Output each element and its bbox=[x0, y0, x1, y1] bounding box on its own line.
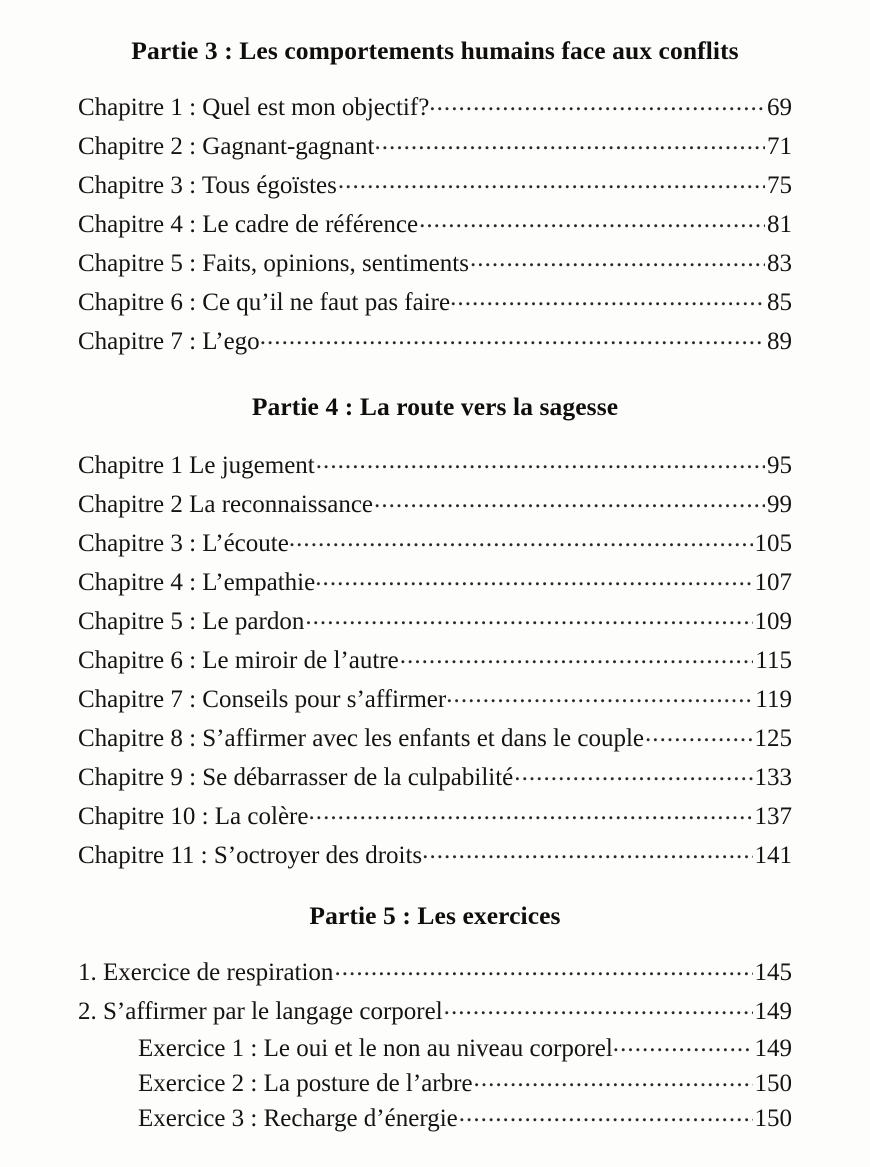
toc-entry-page: 150 bbox=[754, 1070, 792, 1097]
toc-entry[interactable] bbox=[78, 283, 792, 322]
toc-entry-page: 119 bbox=[755, 686, 792, 713]
toc-entry-page: 150 bbox=[754, 1105, 792, 1132]
toc-entry-title: Chapitre 3 : Tous égoïstes bbox=[78, 172, 337, 199]
toc-entry-sub[interactable] bbox=[78, 1066, 792, 1101]
toc-entry[interactable] bbox=[78, 563, 792, 602]
toc-entry-title: Chapitre 10 : La colère bbox=[78, 803, 309, 830]
toc-entry-title: Chapitre 6 : Le miroir de l’autre bbox=[78, 647, 399, 674]
toc-entry[interactable] bbox=[78, 836, 792, 875]
dot-leader bbox=[446, 682, 753, 707]
toc-entry-page: 83 bbox=[767, 250, 792, 277]
toc-entry-page: 115 bbox=[755, 647, 792, 674]
dot-leader bbox=[308, 799, 752, 824]
toc-entry-page: 133 bbox=[754, 764, 792, 791]
toc-entry-title: Chapitre 7 : L’ego bbox=[78, 328, 260, 355]
part-heading-3: Partie 3 : Les comportements humains face aux conflits bbox=[131, 36, 739, 65]
toc-entry-title: 1. Exercice de respiration bbox=[78, 959, 334, 986]
toc-entry[interactable] bbox=[78, 680, 792, 719]
toc-entry-page: 125 bbox=[754, 725, 792, 752]
table-of-contents-page bbox=[0, 36, 870, 1167]
toc-entry-page: 145 bbox=[754, 959, 792, 986]
toc-entry-title: Exercice 2 : La posture de l’arbre bbox=[138, 1070, 473, 1097]
toc-entry[interactable] bbox=[78, 205, 792, 244]
toc-entry-title: Chapitre 1 : Quel est mon objectif? bbox=[78, 94, 430, 121]
toc-entry-title: Chapitre 6 : Ce qu’il ne faut pas faire bbox=[78, 289, 451, 316]
toc-entry-page: 141 bbox=[754, 842, 792, 869]
dot-leader bbox=[419, 207, 765, 232]
toc-entry-title: Chapitre 9 : Se débarrasser de la culpabilité bbox=[78, 764, 514, 791]
toc-entry[interactable] bbox=[78, 641, 792, 680]
toc-entry-title: Exercice 3 : Recharge d’énergie bbox=[138, 1105, 458, 1132]
toc-entry-title: Chapitre 5 : Le pardon bbox=[78, 608, 305, 635]
toc-entry[interactable] bbox=[78, 797, 792, 836]
toc-entry-page: 95 bbox=[767, 452, 792, 479]
toc-entry-title: Chapitre 1 Le jugement bbox=[78, 452, 315, 479]
toc-entry-title: Chapitre 2 : Gagnant-gagnant bbox=[78, 133, 375, 160]
toc-entry-title: Chapitre 4 : L’empathie bbox=[78, 569, 316, 596]
dot-leader bbox=[315, 565, 752, 590]
toc-entry-title: Exercice 1 : Le oui et le non au niveau corporel bbox=[138, 1035, 613, 1062]
dot-leader bbox=[374, 129, 765, 154]
toc-entry-title: Chapitre 3 : L’écoute bbox=[78, 530, 289, 557]
toc-entry-page: 81 bbox=[767, 211, 792, 238]
dot-leader bbox=[444, 994, 753, 1019]
dot-leader bbox=[459, 1101, 753, 1126]
toc-entry[interactable] bbox=[78, 719, 792, 758]
toc-entry-title: Chapitre 8 : S’affirmer avec les enfants et dans le couple bbox=[78, 725, 644, 752]
dot-leader bbox=[514, 760, 752, 785]
dot-leader bbox=[613, 1031, 753, 1056]
dot-leader bbox=[474, 1066, 753, 1091]
dot-leader bbox=[338, 168, 765, 193]
part-heading-4: Partie 4 : La route vers la sagesse bbox=[251, 392, 619, 421]
toc-entry-page: 149 bbox=[754, 1035, 792, 1062]
dot-leader bbox=[374, 487, 765, 512]
dot-leader bbox=[400, 643, 754, 668]
toc-entry-page: 149 bbox=[754, 998, 792, 1025]
toc-entry-page: 105 bbox=[754, 530, 792, 557]
toc-entry-title: Chapitre 11 : S’octroyer des droits bbox=[78, 842, 423, 869]
toc-entry[interactable] bbox=[78, 953, 792, 992]
toc-entry-page: 75 bbox=[767, 172, 792, 199]
dot-leader bbox=[305, 604, 752, 629]
dot-leader bbox=[316, 448, 765, 473]
toc-entry-page: 85 bbox=[767, 289, 792, 316]
toc-group-part-5 bbox=[78, 953, 792, 1136]
toc-entry[interactable] bbox=[78, 166, 792, 205]
toc-entry[interactable] bbox=[78, 758, 792, 797]
toc-entry[interactable] bbox=[78, 524, 792, 563]
toc-entry[interactable] bbox=[78, 88, 792, 127]
toc-entry[interactable] bbox=[78, 602, 792, 641]
dot-leader bbox=[429, 90, 765, 115]
toc-entry[interactable] bbox=[78, 446, 792, 485]
toc-entry-page: 99 bbox=[767, 491, 792, 518]
toc-entry[interactable] bbox=[78, 992, 792, 1031]
toc-entry-page: 89 bbox=[767, 328, 792, 355]
dot-leader bbox=[289, 526, 753, 551]
toc-entry[interactable] bbox=[78, 127, 792, 166]
toc-entry-title: 2. S’affirmer par le langage corporel bbox=[78, 998, 443, 1025]
part-heading-5: Partie 5 : Les exercices bbox=[309, 901, 561, 930]
toc-entry-page: 107 bbox=[754, 569, 792, 596]
toc-group-part-3 bbox=[78, 88, 792, 361]
toc-entry-title: Chapitre 4 : Le cadre de référence bbox=[78, 211, 419, 238]
toc-entry-title: Chapitre 7 : Conseils pour s’affirmer bbox=[78, 686, 447, 713]
toc-entry-title: Chapitre 5 : Faits, opinions, sentiments bbox=[78, 250, 469, 277]
dot-leader bbox=[334, 955, 752, 980]
dot-leader bbox=[422, 838, 752, 863]
toc-group-part-4 bbox=[78, 446, 792, 875]
dot-leader bbox=[260, 324, 765, 349]
toc-entry[interactable] bbox=[78, 244, 792, 283]
dot-leader bbox=[470, 246, 765, 271]
toc-entry-title: Chapitre 2 La reconnaissance bbox=[78, 491, 374, 518]
toc-entry[interactable] bbox=[78, 485, 792, 524]
toc-entry[interactable] bbox=[78, 322, 792, 361]
toc-entry-page: 69 bbox=[767, 94, 792, 121]
dot-leader bbox=[450, 285, 765, 310]
toc-entry-sub[interactable] bbox=[78, 1031, 792, 1066]
dot-leader bbox=[645, 721, 753, 746]
toc-entry-page: 137 bbox=[754, 803, 792, 830]
toc-entry-page: 71 bbox=[767, 133, 792, 160]
toc-entry-page: 109 bbox=[754, 608, 792, 635]
